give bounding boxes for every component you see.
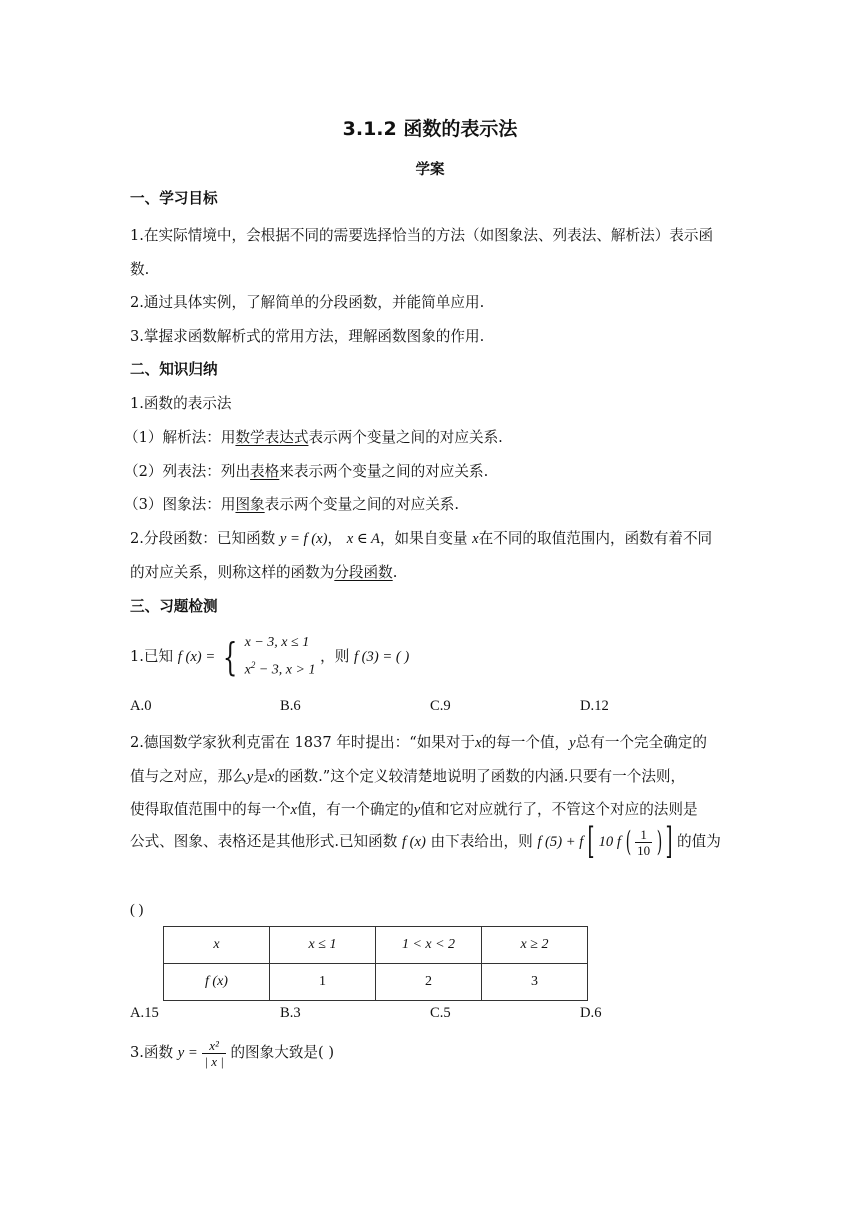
q1-option-b: B.6: [280, 698, 301, 714]
table-cell: 1 < x < 2: [376, 927, 482, 964]
question-3: 3.函数 y = $\frac{\text{x²}}{| x |}$ 的图象大致是( ): [130, 1037, 335, 1069]
section-heading-goals: 一、学习目标: [130, 190, 218, 207]
goal-2: 2.通过具体实例，了解简单的分段函数，并能简单应用.: [130, 294, 485, 311]
table-row: [164, 964, 588, 1001]
table-cell: x ≥ 2: [482, 927, 588, 964]
question-2-line-2: 值与之对应，那么y是x的函数.”这个定义较清楚地说明了函数的内涵.只要有一个法则，: [130, 768, 686, 785]
q2-option-c: C.5: [430, 1005, 451, 1021]
goal-1-line-1: 1.在实际情境中，会根据不同的需要选择恰当的方法（如图象法、列表法、解析法）表示函: [130, 227, 714, 244]
piecewise-cases: x − 3, x ≤ 1 $x^2 - 3$, x > 1: [244, 635, 316, 678]
underlined-term: 数学表达式: [235, 429, 309, 446]
q1-option-c: C.9: [430, 698, 451, 714]
goal-3: 3.掌握求函数解析式的常用方法，理解函数图象的作用.: [130, 328, 485, 345]
goal-1-line-2: 数.: [130, 261, 150, 278]
underlined-term: 图象: [235, 496, 265, 513]
section-heading-knowledge: 二、知识归纳: [130, 361, 218, 378]
q1-option-d: D.12: [580, 698, 609, 714]
table-row: [164, 927, 588, 964]
question-1: 1.已知 f (x) = { x − 3, x ≤ 1 $x^2 - 3$, x > 1 ，则 f (3) = ( ): [130, 632, 409, 676]
question-2-line-1: 2.德国数学家狄利克雷在 1837 年时提出：“如果对于x的每一个值，y总有一个完全确定的: [130, 734, 707, 751]
table-cell: 2: [376, 964, 482, 1001]
function-value-table: [163, 926, 588, 1001]
table-cell: x: [164, 927, 270, 964]
knowledge-table: （2）列表法：列出表格来表示两个变量之间的对应关系.: [124, 463, 489, 480]
page-title: 3.1.2 函数的表示法: [342, 118, 518, 140]
knowledge-piecewise-line-1: 2.分段函数：已知函数 y = f (x)， x ∈ A，如果自变量 x在不同的取值范围内，函数有着不同: [130, 530, 713, 547]
table-cell: 1: [270, 964, 376, 1001]
q1-option-a: A.0: [130, 698, 152, 714]
q2-option-a: A.15: [130, 1005, 159, 1021]
page-subtitle: 学案: [415, 162, 445, 178]
question-2-line-4: 公式、图象、表格还是其他形式.已知函数 f (x) 由下表给出，则 f (5) + f [ 10 f ( $\frac{1}{10}$ ) ] 的值为: [130, 821, 721, 862]
fraction-x-squared-over-abs-x: $\frac{\text{x²}}{| x |}$: [204, 1037, 224, 1069]
q2-option-b: B.3: [280, 1005, 301, 1021]
knowledge-piecewise-line-2: 的对应关系，则称这样的函数为分段函数.: [130, 564, 398, 581]
question-2-answer-paren: ( ): [130, 902, 144, 918]
section-heading-exercises: 三、习题检测: [130, 598, 218, 615]
table-cell: f (x): [164, 964, 270, 1001]
q2-option-d: D.6: [580, 1005, 602, 1021]
question-2-line-3: 使得取值范围中的每一个x值，有一个确定的y值和它对应就行了，不管这个对应的法则是: [130, 801, 698, 818]
underlined-term: 表格: [250, 463, 280, 480]
knowledge-graph: （3）图象法：用图象表示两个变量之间的对应关系.: [124, 496, 460, 513]
underlined-term: 分段函数: [334, 564, 393, 581]
fraction-one-tenth: $\frac{1}{10}$: [637, 826, 651, 858]
left-brace: {: [222, 634, 238, 679]
table-cell: 3: [482, 964, 588, 1001]
table-cell: x ≤ 1: [270, 927, 376, 964]
knowledge-1: 1.函数的表示法: [130, 395, 232, 412]
knowledge-analytic: （1）解析法：用数学表达式表示两个变量之间的对应关系.: [124, 429, 503, 446]
